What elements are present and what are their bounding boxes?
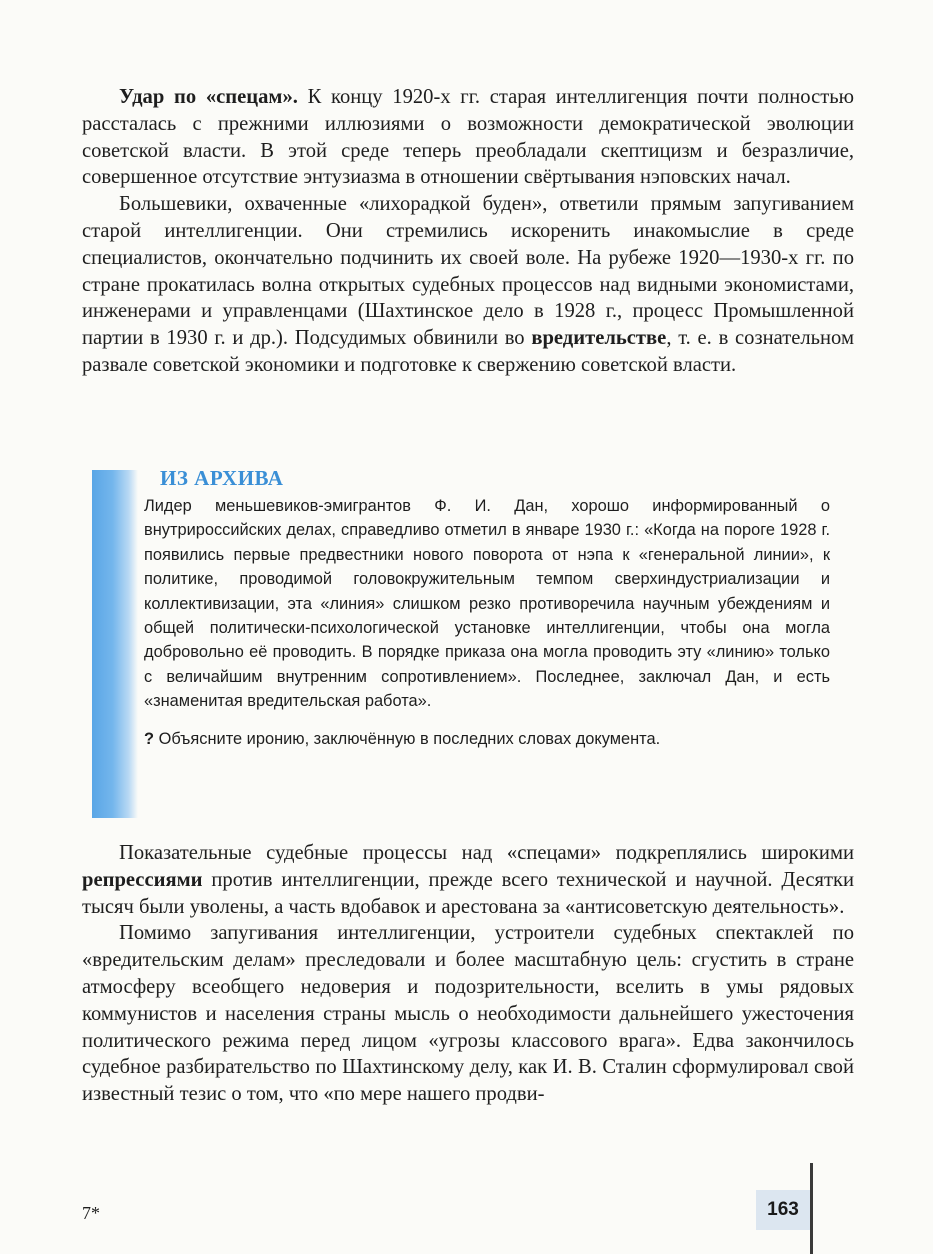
question-mark-icon: ? [144,729,155,748]
page-edge-rule [810,1163,813,1254]
paragraph-text: Помимо запугивания интеллигенции, устроители судебных спектаклей по «вредительским делам» преследовали и более масштабную цель: сгустить в стране атмосферу всеобщего недоверия и подозрительности, вселить в умы рядовых коммунистов и населения страны мысль о необходимости дальнейшего ужесточения политического режима перед лицом «угрозы классового врага». Едва закончилось судебное разбирательство по Шахтинскому делу, как И. В. Сталин сформулировал свой известный тезис о том, что «по мере нашего продви- [82,922,854,1106]
main-text-top [82,84,854,379]
archive-side-bar [92,470,138,818]
archive-question [144,727,830,751]
paragraph-spetsy [82,84,854,191]
paragraph-text: , т. е. в сознательном развале советской экономики и подготовке к свержению советской власти. [82,327,854,376]
archive-box [144,465,830,751]
paragraph-text: Показательные судебные процессы над «спецами» подкреплялись широкими [119,842,854,864]
archive-quote: Лидер меньшевиков-эмигрантов Ф. И. Дан, хорошо информированный о внутрироссийских делах, справедливо отметил в январе 1930 г.: «Когда на пороге 1928 г. появились первые предвестники нового поворота от нэпа к «генеральной линии», к политике, проводимой головокружительным темпом сверхиндустриализации и коллективизации, эта «линия» слишком резко противоречила научным убеждениям и общей политически-психологической установке интеллигенции, чтобы она могла добровольно её проводить. В порядке приказа она могла проводить эту «линию» только с величайшим внутренним сопротивлением». Последнее, заключал Дан, и есть «знаменитая вредительская работа». [144,497,830,711]
paragraph-intimidation [82,920,854,1108]
paragraph-text: К концу 1920-х гг. старая интеллигенция почти полностью рассталась с прежними иллюзиями о возможности демократической эволюции советской власти. В этой среде теперь преобладали скептицизм и безразличие, совершенное отсутствие энтузиазма в отношении свёртывания нэповских начал. [82,86,855,189]
paragraph-bolsheviks [82,191,854,379]
question-text: Объясните иронию, заключённую в последних словах документа. [158,729,661,748]
archive-title: ИЗ АРХИВА [160,466,284,490]
paragraph-text: Большевики, охваченные «лихорадкой буден», ответили прямым запугиванием старой интеллигенции. Они стремились искоренить инакомыслие в среде специалистов, окончательно подчинить их своей воле. На рубеже 1920—1930-х гг. по стране прокатилась волна открытых судебных процессов над видными экономистами, инженерами и управленцами (Шахтинское дело в 1928 г., процесс Промышленной партии в 1930 г. и др.). Подсудимых обвинили во [82,193,854,350]
page-number: 163 [756,1190,810,1230]
term-repressii: репрессиями [82,868,203,891]
printer-signature: 7* [82,1203,100,1223]
paragraph-text: против интеллигенции, прежде всего технической и научной. Десятки тысяч были уволены, а часть вдобавок и арестована за «антисоветскую деятельность». [82,868,854,918]
main-text-bottom [82,840,854,1108]
section-heading: Удар по «спецам». [119,86,298,108]
paragraph-repressions [82,840,854,920]
term-vreditelstvo: вредительстве [531,327,667,350]
